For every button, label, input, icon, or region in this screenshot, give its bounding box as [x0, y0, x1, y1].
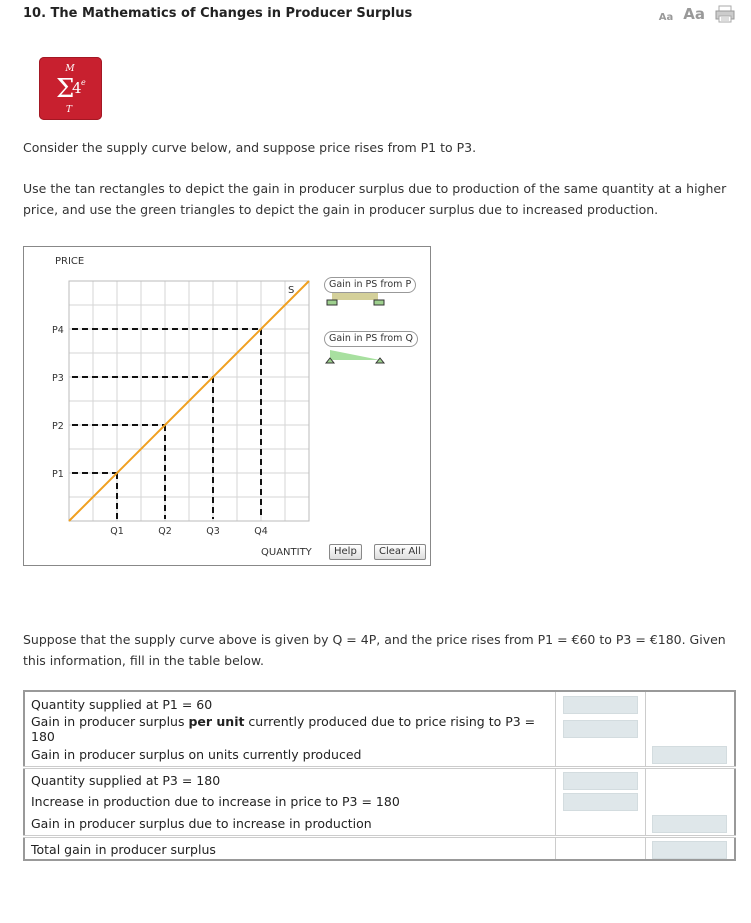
- quantity-tick-q1: Q1: [110, 526, 124, 537]
- price-tick-p3: P3: [52, 373, 64, 384]
- increase-production-input[interactable]: [563, 793, 638, 811]
- textbook-badge: [39, 57, 102, 120]
- quantity-tick-q2: Q2: [158, 526, 172, 537]
- supply-curve-label: S: [288, 285, 295, 296]
- row-label-quantity-p3: Quantity supplied at P3 = 180: [31, 773, 221, 789]
- tan-rectangle-tool[interactable]: [327, 292, 384, 305]
- question-text: Suppose that the supply curve above is given by Q = 4P, and the price rises from P1 = €60 to P3 = €180. Given this information, fill in the table below.: [23, 632, 726, 668]
- green-triangle-tool[interactable]: [326, 350, 384, 363]
- instructions-text: Use the tan rectangles to depict the gain in producer surplus due to production of the same quantity at a higher price, and use the green triangles to depict the gain in producer surplus due to increased production.: [23, 181, 727, 217]
- tan-rectangle-label[interactable]: Gain in PS from P: [324, 277, 416, 293]
- gain-current-units-input[interactable]: [652, 746, 727, 764]
- gain-per-unit-input[interactable]: [563, 720, 638, 738]
- price-tick-p2: P2: [52, 421, 64, 432]
- quantity-tick-q4: Q4: [254, 526, 268, 537]
- gain-increase-production-input[interactable]: [652, 815, 727, 833]
- answer-table: [23, 690, 736, 861]
- price-tick-p4: P4: [52, 325, 64, 336]
- graph-panel: [23, 246, 431, 566]
- quantity-p3-input[interactable]: [563, 772, 638, 790]
- table-row: [24, 691, 735, 714]
- quantity-axis-label: QUANTITY: [261, 547, 312, 558]
- svg-text:4: 4: [72, 79, 82, 97]
- row-label-quantity-p1: Quantity supplied at P1 = 60: [31, 697, 213, 712]
- price-tick-p1: P1: [52, 469, 64, 480]
- font-size-large-button[interactable]: Aa: [683, 5, 705, 23]
- table-row: [24, 714, 735, 744]
- font-tools: [659, 5, 735, 23]
- svg-text:e: e: [81, 78, 86, 87]
- green-triangle-label[interactable]: Gain in PS from Q: [324, 331, 418, 347]
- svg-text:T: T: [65, 105, 73, 115]
- quantity-tick-q3: Q3: [206, 526, 220, 537]
- font-size-small-button[interactable]: Aa: [658, 12, 674, 23]
- clear-all-button[interactable]: Clear All: [374, 544, 426, 560]
- question-title: 10. The Mathematics of Changes in Producer Surplus: [23, 6, 413, 21]
- price-axis-label: PRICE: [55, 256, 85, 267]
- table-row: [24, 744, 735, 767]
- table-row: [24, 790, 735, 813]
- help-button[interactable]: Help: [329, 544, 362, 560]
- intro-text: Consider the supply curve below, and suppose price rises from P1 to P3.: [23, 140, 477, 155]
- row-label-gain-per-unit: Gain in producer surplus per unit currently produced due to price rising to P3 = 180: [31, 714, 536, 744]
- table-row: [24, 836, 735, 860]
- svg-text:Σ: Σ: [56, 74, 75, 104]
- quantity-p1-input[interactable]: [563, 696, 638, 714]
- row-label-gain-increase-production: Gain in producer surplus due to increase in production: [24, 813, 555, 836]
- table-row: [24, 767, 735, 790]
- sigma-logo-icon: [39, 57, 102, 120]
- row-label-increase-production: Increase in production due to increase in price to P3 = 180: [31, 794, 400, 809]
- svg-text:M: M: [65, 64, 75, 74]
- row-label-gain-current-units: Gain in producer surplus on units currently produced: [24, 744, 555, 767]
- row-label-total-gain: Total gain in producer surplus: [31, 842, 216, 857]
- supply-graph[interactable]: [24, 247, 430, 565]
- printer-icon[interactable]: [715, 5, 735, 23]
- table-row: [24, 813, 735, 836]
- total-gain-input[interactable]: [652, 841, 727, 859]
